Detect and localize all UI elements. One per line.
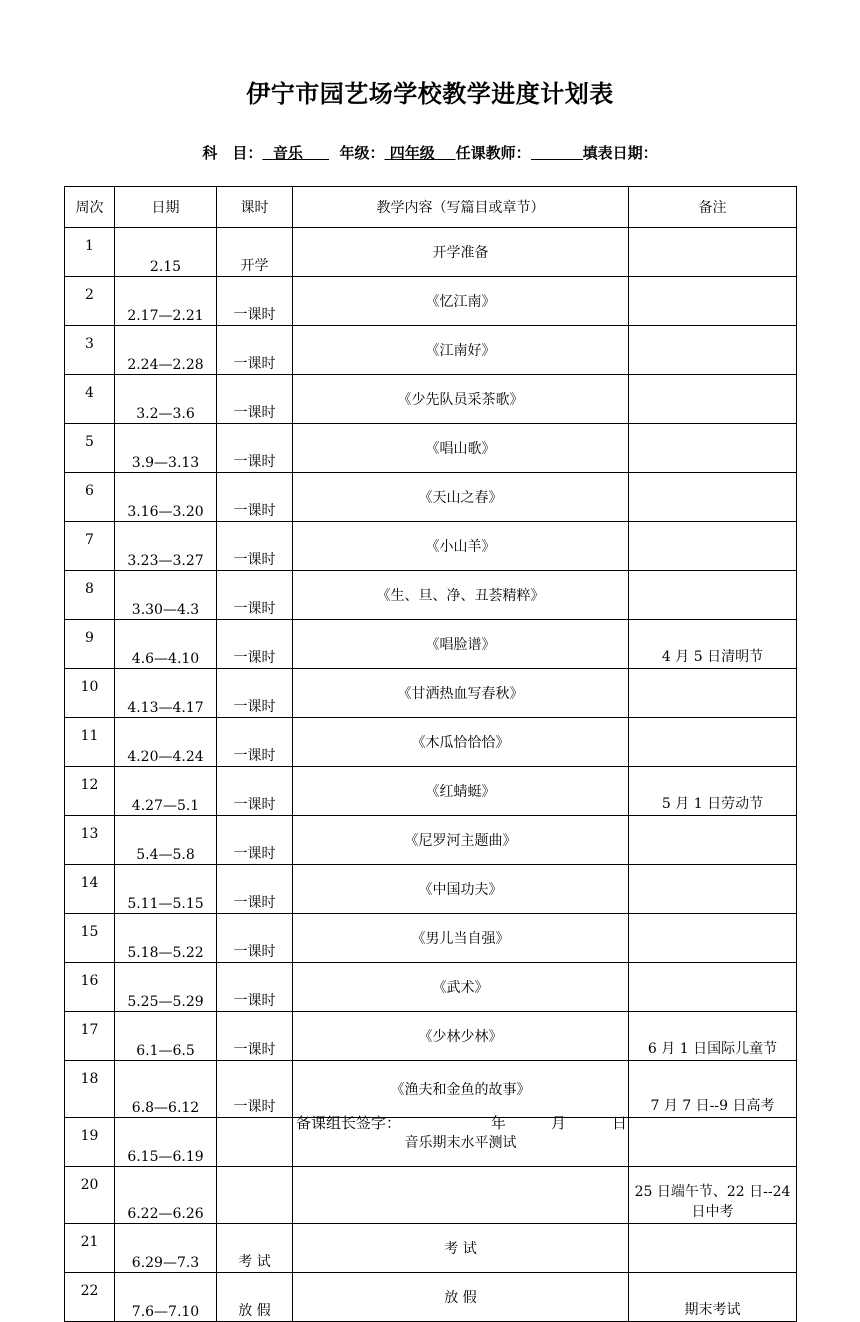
note-cell: 6 月 1 日国际儿童节 (629, 1012, 797, 1061)
hours-cell: 一课时 (217, 914, 293, 963)
week-cell: 14 (65, 865, 115, 914)
week-cell: 3 (65, 326, 115, 375)
date-cell: 6.1—6.5 (115, 1012, 217, 1061)
table-row (65, 375, 797, 424)
hours-cell: 一课时 (217, 816, 293, 865)
content-cell (293, 1167, 629, 1224)
content-cell: 《甘洒热血写春秋》 (293, 669, 629, 718)
date-cell: 6.22—6.26 (115, 1167, 217, 1224)
table-row (65, 1273, 797, 1322)
date-cell: 3.30—4.3 (115, 571, 217, 620)
date-cell: 3.2—3.6 (115, 375, 217, 424)
note-cell (629, 522, 797, 571)
hours-cell: 一课时 (217, 375, 293, 424)
date-cell: 5.4—5.8 (115, 816, 217, 865)
subject-label: 科 目： (202, 144, 263, 162)
week-cell: 18 (65, 1061, 115, 1118)
note-cell (629, 1118, 797, 1167)
date-cell: 6.15—6.19 (115, 1118, 217, 1167)
content-cell: 《唱脸谱》 (293, 620, 629, 669)
date-cell: 2.17—2.21 (115, 277, 217, 326)
date-cell: 3.16—3.20 (115, 473, 217, 522)
teacher-blank (531, 145, 583, 160)
week-cell: 19 (65, 1118, 115, 1167)
hours-cell: 一课时 (217, 669, 293, 718)
table-row (65, 816, 797, 865)
content-cell: 《红蜻蜓》 (293, 767, 629, 816)
hours-cell: 一课时 (217, 963, 293, 1012)
header-note: 备注 (629, 187, 797, 228)
schedule-table (64, 186, 797, 1322)
note-cell (629, 914, 797, 963)
table-header-row (65, 187, 797, 228)
table-row (65, 473, 797, 522)
header-hours: 课时 (217, 187, 293, 228)
table-row (65, 326, 797, 375)
content-cell: 《男儿当自强》 (293, 914, 629, 963)
table-row (65, 277, 797, 326)
hours-cell: 一课时 (217, 326, 293, 375)
table-row (65, 424, 797, 473)
week-cell: 11 (65, 718, 115, 767)
table-row (65, 963, 797, 1012)
table-row (65, 865, 797, 914)
hours-cell: 一课时 (217, 424, 293, 473)
hours-cell: 考 试 (217, 1224, 293, 1273)
hours-cell: 一课时 (217, 1061, 293, 1118)
date-cell: 3.23—3.27 (115, 522, 217, 571)
hours-cell: 一课时 (217, 718, 293, 767)
hours-cell (217, 1118, 293, 1167)
table-row (65, 718, 797, 767)
content-cell: 《少先队员采茶歌》 (293, 375, 629, 424)
week-cell: 8 (65, 571, 115, 620)
grade-label: 年级： (339, 144, 385, 162)
week-cell: 22 (65, 1273, 115, 1322)
date-cell: 4.27—5.1 (115, 767, 217, 816)
week-cell: 2 (65, 277, 115, 326)
date-cell: 4.6—4.10 (115, 620, 217, 669)
week-cell: 21 (65, 1224, 115, 1273)
content-cell: 《中国功夫》 (293, 865, 629, 914)
table-row (65, 1167, 797, 1224)
content-cell: 《武术》 (293, 963, 629, 1012)
date-cell: 5.25—5.29 (115, 963, 217, 1012)
hours-cell: 一课时 (217, 767, 293, 816)
note-cell: 25 日端午节、22 日--24 日中考 (629, 1167, 797, 1224)
week-cell: 9 (65, 620, 115, 669)
note-cell (629, 963, 797, 1012)
content-cell: 《生、旦、净、丑荟精粹》 (293, 571, 629, 620)
date-cell: 4.20—4.24 (115, 718, 217, 767)
date-cell: 5.18—5.22 (115, 914, 217, 963)
week-cell: 4 (65, 375, 115, 424)
content-cell: 《木瓜恰恰恰》 (293, 718, 629, 767)
hours-cell (217, 1167, 293, 1224)
date-label: 填表日期： (582, 144, 658, 162)
date-cell: 6.29—7.3 (115, 1224, 217, 1273)
form-header (0, 142, 860, 163)
content-cell: 《忆江南》 (293, 277, 629, 326)
table-row (65, 571, 797, 620)
hours-cell: 一课时 (217, 522, 293, 571)
hours-cell: 一课时 (217, 620, 293, 669)
table-body (65, 228, 797, 1322)
month-label: 月 (551, 1114, 567, 1132)
hours-cell: 放 假 (217, 1273, 293, 1322)
grade-value: 四年级 (389, 144, 435, 162)
header-content: 教学内容（写篇目或章节） (293, 187, 629, 228)
header-week: 周次 (65, 187, 115, 228)
signature-label: 备课组长签字： (296, 1114, 402, 1132)
content-cell: 《江南好》 (293, 326, 629, 375)
hours-cell: 一课时 (217, 571, 293, 620)
date-cell: 6.8—6.12 (115, 1061, 217, 1118)
content-cell: 考 试 (293, 1224, 629, 1273)
note-cell (629, 865, 797, 914)
date-cell: 7.6—7.10 (115, 1273, 217, 1322)
content-cell: 开学准备 (293, 228, 629, 277)
note-cell: 5 月 1 日劳动节 (629, 767, 797, 816)
note-cell: 期末考试 (629, 1273, 797, 1322)
note-cell (629, 718, 797, 767)
content-cell: 音乐期末水平测试 (293, 1118, 629, 1167)
week-cell: 12 (65, 767, 115, 816)
header-date: 日期 (115, 187, 217, 228)
week-cell: 1 (65, 228, 115, 277)
day-label: 日 (612, 1114, 628, 1132)
week-cell: 20 (65, 1167, 115, 1224)
table-row (65, 767, 797, 816)
week-cell: 15 (65, 914, 115, 963)
hours-cell: 一课时 (217, 1012, 293, 1061)
hours-cell: 一课时 (217, 473, 293, 522)
hours-cell: 一课时 (217, 277, 293, 326)
week-cell: 16 (65, 963, 115, 1012)
note-cell (629, 473, 797, 522)
note-cell (629, 816, 797, 865)
note-cell: 7 月 7 日--9 日高考 (629, 1061, 797, 1118)
note-cell (629, 375, 797, 424)
date-cell: 2.15 (115, 228, 217, 277)
table-row (65, 228, 797, 277)
content-cell: 《少林少林》 (293, 1012, 629, 1061)
table-row (65, 669, 797, 718)
date-cell: 4.13—4.17 (115, 669, 217, 718)
table-row (65, 914, 797, 963)
week-cell: 17 (65, 1012, 115, 1061)
content-cell: 《天山之春》 (293, 473, 629, 522)
table-row (65, 620, 797, 669)
note-cell (629, 277, 797, 326)
date-cell: 2.24—2.28 (115, 326, 217, 375)
content-cell: 放 假 (293, 1273, 629, 1322)
date-cell: 3.9—3.13 (115, 424, 217, 473)
week-cell: 10 (65, 669, 115, 718)
note-cell (629, 228, 797, 277)
table-row (65, 1224, 797, 1273)
table-row (65, 1012, 797, 1061)
teacher-label: 任课教师： (455, 144, 531, 162)
note-cell (629, 326, 797, 375)
table-row (65, 1118, 797, 1167)
subject-value: 音乐 (272, 144, 303, 162)
week-cell: 7 (65, 522, 115, 571)
table-row (65, 1061, 797, 1118)
hours-cell: 一课时 (217, 865, 293, 914)
year-label: 年 (491, 1114, 507, 1132)
week-cell: 5 (65, 424, 115, 473)
week-cell: 6 (65, 473, 115, 522)
note-cell: 4 月 5 日清明节 (629, 620, 797, 669)
week-cell: 13 (65, 816, 115, 865)
note-cell (629, 669, 797, 718)
content-cell: 《渔夫和金鱼的故事》 (293, 1061, 629, 1118)
page-title: 伊宁市园艺场学校教学进度计划表 (246, 80, 614, 108)
date-cell: 5.11—5.15 (115, 865, 217, 914)
content-cell: 《唱山歌》 (293, 424, 629, 473)
hours-cell: 开学 (217, 228, 293, 277)
content-cell: 《尼罗河主题曲》 (293, 816, 629, 865)
content-cell: 《小山羊》 (293, 522, 629, 571)
note-cell (629, 424, 797, 473)
table-row (65, 522, 797, 571)
note-cell (629, 1224, 797, 1273)
note-cell (629, 571, 797, 620)
